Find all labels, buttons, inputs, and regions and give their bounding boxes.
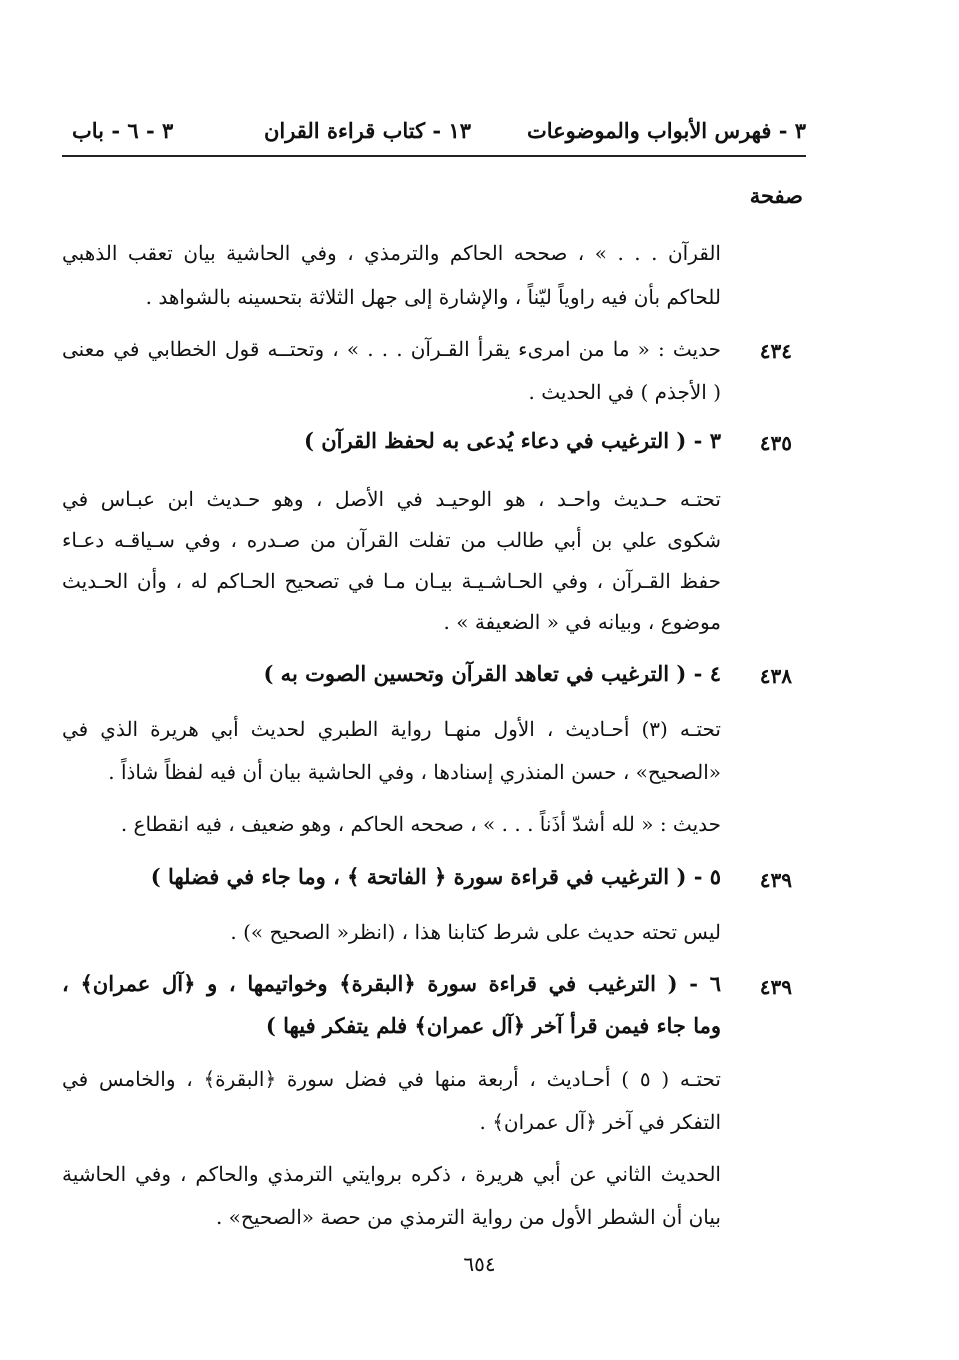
entry-text-line: ليس تحته حديث على شرط كتابنا هذا ، (انظر« الصحيح ») . [230, 920, 721, 944]
page-number: ٦٥٤ [463, 1252, 496, 1276]
entry-page-number: ٤٣٥ [759, 431, 792, 455]
entry-text-line: حديث : « لله أشدّ أذَناً . . . » ، صححه الحاكم ، وهو ضعيف ، فيه انقطاع . [120, 812, 721, 836]
entry-text-line: بيان أن الشطر الأول من رواية الترمذي من حصة «الصحيح» . [215, 1205, 721, 1229]
entry-page-number: ٤٣٤ [759, 339, 792, 363]
entry-text-line: حفظ القـرآن ، وفي الحـاشـيـة بيـان مـا في تصحيح الحـاكم له ، وأن الحـديث [62, 569, 722, 593]
page-column-label: صفحة [749, 183, 803, 208]
section-heading: ٤ - ( الترغيب في تعاهد القرآن وتحسين الصوت به ) [263, 661, 721, 686]
entry-text-line: موضوع ، وبيانه في « الضعيفة » . [443, 610, 721, 634]
entry-text-line: القرآن . . . » ، صححه الحاكم والترمذي ، وفي الحاشية بيان تعقب الذهبي [62, 241, 721, 265]
entry-text-line: «الصحيح» ، حسن المنذري إسنادها ، وفي الحاشية بيان أن فيه لفظاً شاذاً . [108, 760, 721, 784]
entry-page-number: ٤٣٨ [759, 664, 792, 688]
header-section-range: ٣ - ٦ - باب [72, 118, 174, 143]
entry-page-number: ٤٣٩ [759, 868, 792, 892]
section-heading: وما جاء فيمن قرأ آخر ﴿آل عمران﴾ فلم يتفكر فيها ) [265, 1013, 721, 1038]
entry-text-line: تحتـه (٣) أحـاديث ، الأول منهـا رواية الطبري لحديث أبي هريرة الذي في [62, 717, 721, 741]
entry-text-line: التفكر في آخر ﴿آل عمران﴾ . [479, 1110, 721, 1134]
entry-text-line: تحتـه ( ٥ ) أحـاديث ، أربعة منها في فضل سورة ﴿البقرة﴾ ، والخامس في [62, 1067, 721, 1091]
header-book-title: ١٣ - كتاب قراءة القران [263, 118, 471, 143]
entry-page-number: ٤٣٩ [759, 975, 792, 999]
entry-text-line: شكوى علي بن أبي طالب من تفلت القرآن من صـدره ، وفي سـياقـه دعـاء [62, 528, 721, 552]
entry-text-line: للحاكم بأن فيه راوياً ليّناً ، والإشارة إلى جهل الثلاثة بتحسينه بالشواهد . [145, 285, 721, 309]
section-heading: ٣ - ( الترغيب في دعاء يُدعى به لحفظ القرآن ) [304, 428, 721, 453]
section-heading: ٥ - ( الترغيب في قراءة سورة ﴿ الفاتحة ﴾ ، وما جاء في فضلها ) [150, 864, 721, 889]
entry-text-line: ( الأجذم ) في الحديث . [528, 380, 721, 404]
entry-text-line: تحتـه حـديث واحـد ، هو الوحيـد في الأصل ، وهو حـديث ابن عبـاس في [62, 487, 721, 511]
header-rule [62, 155, 806, 157]
header-chapter-title: ٣ - فهرس الأبواب والموضوعات [526, 118, 806, 143]
entry-text-line: حديث : « ما من امرىء يقرأ القـرآن . . . » ، وتحتــه قول الخطابي في معنى [62, 337, 721, 361]
section-heading: ٦ - ( الترغيب في قراءة سورة ﴿البقرة﴾ وخواتيمها ، و ﴿آل عمران﴾ ، [62, 971, 721, 996]
running-header [62, 112, 806, 152]
entry-text-line: الحديث الثاني عن أبي هريرة ، ذكره بروايتي الترمذي والحاكم ، وفي الحاشية [62, 1162, 721, 1186]
